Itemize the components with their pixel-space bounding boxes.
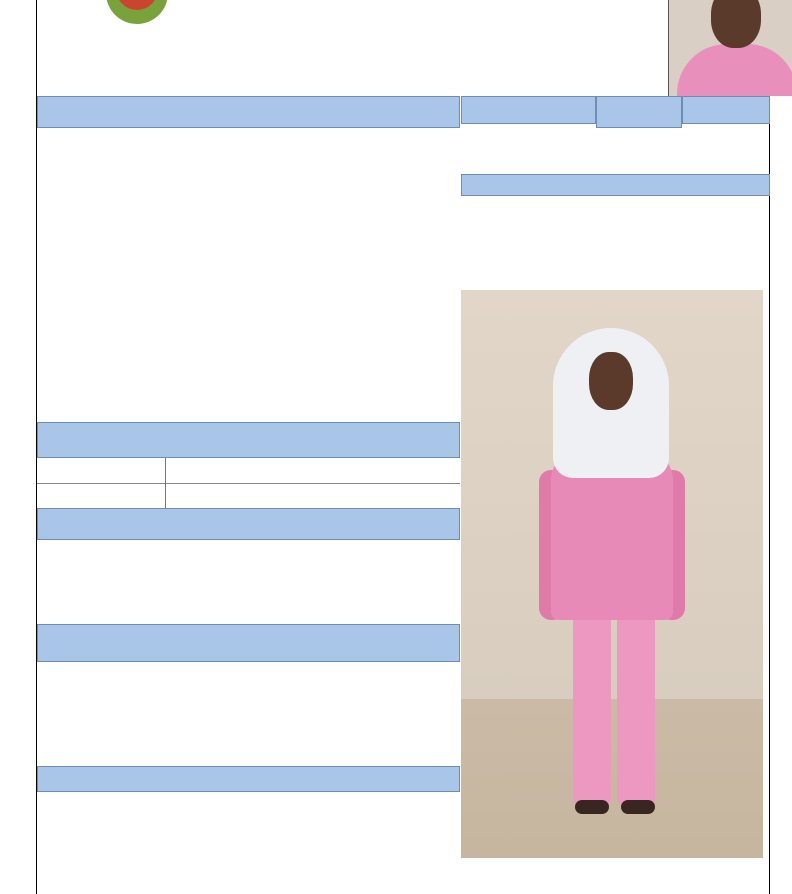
- position-applied-label: [461, 96, 596, 124]
- previous-period-row: [37, 484, 460, 508]
- contract-row: [461, 152, 770, 174]
- position-applied-ar: [682, 96, 770, 124]
- letterhead: [36, 0, 770, 96]
- full-body-photo: [461, 290, 763, 858]
- header-registration: [279, 30, 299, 46]
- company-logo-icon: [106, 0, 168, 24]
- household-header: [37, 508, 460, 540]
- previous-country-row: [37, 458, 460, 484]
- photo-foot-right: [621, 800, 655, 814]
- photo-leg-left: [573, 610, 611, 805]
- headshot-photo: [668, 0, 792, 96]
- photo-leg-right: [617, 610, 655, 805]
- grid-divider: [165, 458, 166, 508]
- headshot-body: [677, 44, 792, 96]
- position-applied-value: [596, 96, 682, 128]
- previous-employment-header: [37, 422, 460, 458]
- photo-face: [589, 352, 633, 410]
- salary-row: [461, 130, 770, 152]
- contact-person-header: [37, 624, 460, 662]
- language-header: [37, 766, 460, 792]
- photo-foot-left: [575, 800, 609, 814]
- headshot-face: [711, 0, 761, 48]
- passport-details-header: [461, 174, 770, 196]
- personal-details-header: [37, 96, 460, 128]
